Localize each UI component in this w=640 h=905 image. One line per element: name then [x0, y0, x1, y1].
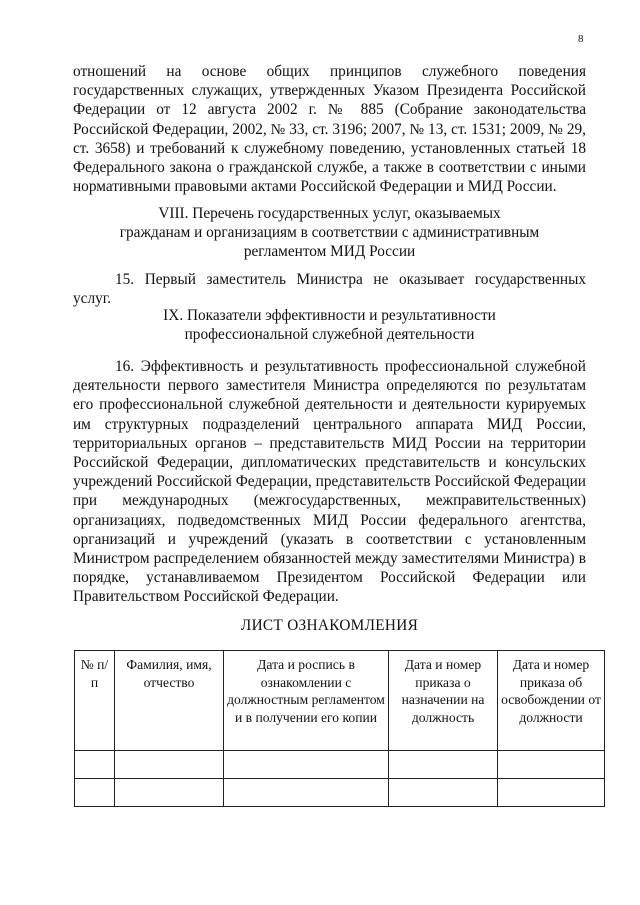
table-cell[interactable] — [389, 751, 498, 779]
acknowledgment-table — [74, 650, 605, 807]
paragraph-15: 15. Первый заместитель Министра не оказывает государственных услуг. — [73, 271, 586, 308]
header-appointment-order: Дата и номер приказа о назначении на должность — [389, 651, 498, 751]
section-heading-line: профессиональной служебной деятельности — [184, 326, 475, 344]
table-row — [75, 751, 605, 779]
section-heading-line: гражданам и организациям в соответствии с административным — [119, 224, 540, 242]
section-heading-line: регламентом МИД России — [243, 243, 416, 261]
section-heading-line: IX. Показатели эффективности и результативности — [163, 307, 496, 324]
table-cell[interactable] — [498, 751, 605, 779]
paragraph-16: 16. Эффективность и результативность профессиональной служебной деятельности первого заместителя Министра определяются по результатам его профессиональной служебной деятельности и деятельности курируемых им структурных подразделений центрального аппарата МИД России, территориальных органов – представительств МИД России на территории Российской Федерации, дипломатических представительств и консульских учреждений Российской Федерации, представительств Российской Федерации при международных (межгосударственных, межправительственных) организациях, подведомственных МИД России федерального агентства, организаций и учреждений (указать в соответствии с установленным Министром распределением обязанностей между заместителями Министра) в порядке, устанавливаемом Президентом Российской Федерации или Правительством Российской Федерации. — [73, 358, 586, 606]
table-header-row — [75, 651, 605, 751]
header-number: № п/п — [75, 651, 115, 751]
table-cell[interactable] — [115, 779, 224, 807]
header-full-name: Фамилия, имя, отчество — [115, 651, 224, 751]
table-cell[interactable] — [75, 751, 115, 779]
table-cell[interactable] — [224, 779, 389, 807]
section-heading-ix — [73, 306, 586, 344]
section-heading-viii — [73, 204, 586, 262]
table-cell[interactable] — [224, 751, 389, 779]
table-cell[interactable] — [389, 779, 498, 807]
header-dismissal-order: Дата и номер приказа об освобождении от должности — [498, 651, 605, 751]
paragraph-continuation: отношений на основе общих принципов служебного поведения государственных служащих, утвержденных Указом Президента Российской Федерации от 12 августа 2002 г. № 885 (Собрание законодательства Российской Федерации, 2002, № 33, ст. 3196; 2007, № 13, ст. 1531; 2009, № 29, ст. 3658) и требований к служебному поведению, установленных статьей 18 Федерального закона о гражданской службе, а также в соответствии с иными нормативными правовыми актами Российской Федерации и МИД России. — [73, 63, 586, 196]
table-cell[interactable] — [115, 751, 224, 779]
header-acquaintance-date-signature: Дата и роспись в ознакомлении с должностным регламентом и в получении его копии — [224, 651, 389, 751]
table-cell[interactable] — [498, 779, 605, 807]
table-cell[interactable] — [75, 779, 115, 807]
page-number: 8 — [578, 33, 584, 45]
acknowledgment-sheet-title: ЛИСТ ОЗНАКОМЛЕНИЯ — [240, 617, 419, 634]
section-heading-line: VIII. Перечень государственных услуг, оказываемых — [158, 205, 501, 222]
table-row — [75, 779, 605, 807]
